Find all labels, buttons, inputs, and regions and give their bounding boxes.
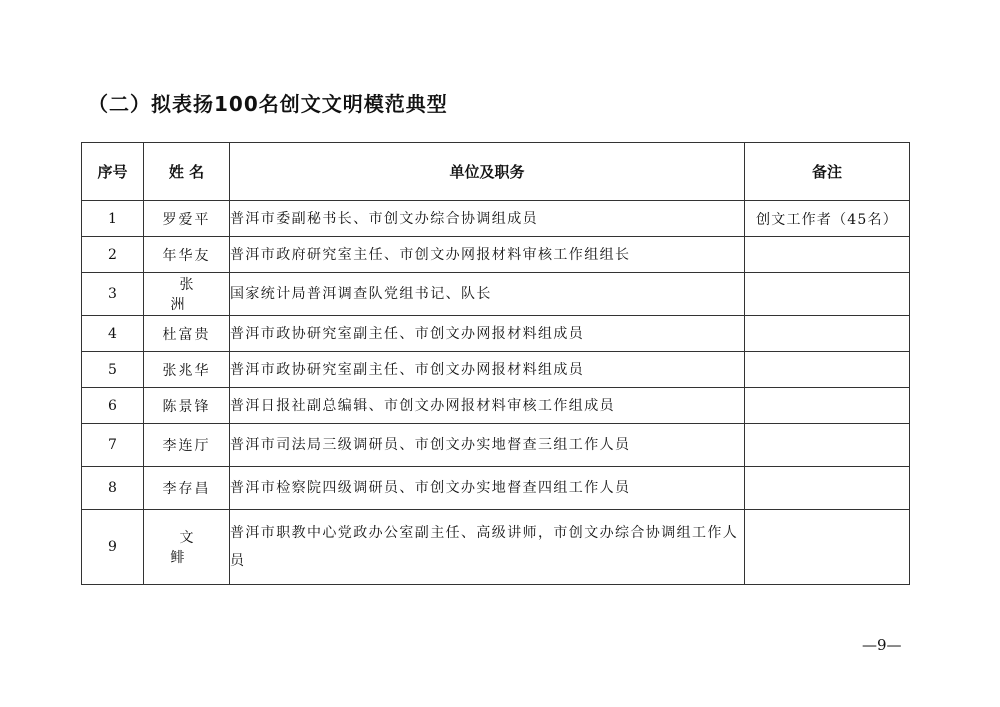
- row-note: [745, 316, 910, 352]
- row-position: 普洱市政协研究室副主任、市创文办网报材料组成员: [230, 352, 745, 388]
- row-name: 张 洲: [144, 273, 230, 316]
- row-position: 普洱市委副秘书长、市创文办综合协调组成员: [230, 201, 745, 237]
- header-position: 单位及职务: [230, 143, 745, 201]
- row-name: 李连厅: [144, 424, 230, 467]
- row-no: 3: [82, 273, 144, 316]
- row-no: 1: [82, 201, 144, 237]
- row-position: 普洱日报社副总编辑、市创文办网报材料审核工作组成员: [230, 388, 745, 424]
- table-row: [82, 316, 910, 352]
- table-row: [82, 424, 910, 467]
- row-position: 普洱市司法局三级调研员、市创文办实地督查三组工作人员: [230, 424, 745, 467]
- row-position: 国家统计局普洱调查队党组书记、队长: [230, 273, 745, 316]
- header-name: 姓 名: [144, 143, 230, 201]
- row-note: [745, 424, 910, 467]
- row-name: 李存昌: [144, 467, 230, 510]
- row-position: 普洱市职教中心党政办公室副主任、高级讲师，市创文办综合协调组工作人员: [230, 510, 745, 585]
- table-row: [82, 352, 910, 388]
- row-note: [745, 273, 910, 316]
- table-row: [82, 467, 910, 510]
- row-name: 张兆华: [144, 352, 230, 388]
- model-roster-table: [81, 142, 910, 585]
- row-position: 普洱市检察院四级调研员、市创文办实地督查四组工作人员: [230, 467, 745, 510]
- table-header-row: [82, 143, 910, 201]
- row-note: 创文工作者（45名）: [745, 201, 910, 237]
- row-no: 6: [82, 388, 144, 424]
- row-note: [745, 352, 910, 388]
- header-note: 备注: [745, 143, 910, 201]
- row-name: 年华友: [144, 237, 230, 273]
- row-note: [745, 467, 910, 510]
- row-position: 普洱市政府研究室主任、市创文办网报材料审核工作组组长: [230, 237, 745, 273]
- row-name: 杜富贵: [144, 316, 230, 352]
- row-name: 文 鲱: [144, 510, 230, 585]
- page-number: —9—: [862, 636, 902, 654]
- section-heading: （二）拟表扬100名创文文明模范典型: [88, 92, 448, 116]
- row-position: 普洱市政协研究室副主任、市创文办网报材料组成员: [230, 316, 745, 352]
- row-no: 5: [82, 352, 144, 388]
- row-no: 8: [82, 467, 144, 510]
- table-row: [82, 388, 910, 424]
- table-row: [82, 510, 910, 585]
- row-note: [745, 237, 910, 273]
- row-name: 陈景锋: [144, 388, 230, 424]
- row-note: [745, 388, 910, 424]
- header-no: 序号: [82, 143, 144, 201]
- row-no: 7: [82, 424, 144, 467]
- table-row: [82, 237, 910, 273]
- table-row: [82, 273, 910, 316]
- table-row: [82, 201, 910, 237]
- row-no: 4: [82, 316, 144, 352]
- row-name: 罗爱平: [144, 201, 230, 237]
- row-no: 2: [82, 237, 144, 273]
- row-no: 9: [82, 510, 144, 585]
- row-note: [745, 510, 910, 585]
